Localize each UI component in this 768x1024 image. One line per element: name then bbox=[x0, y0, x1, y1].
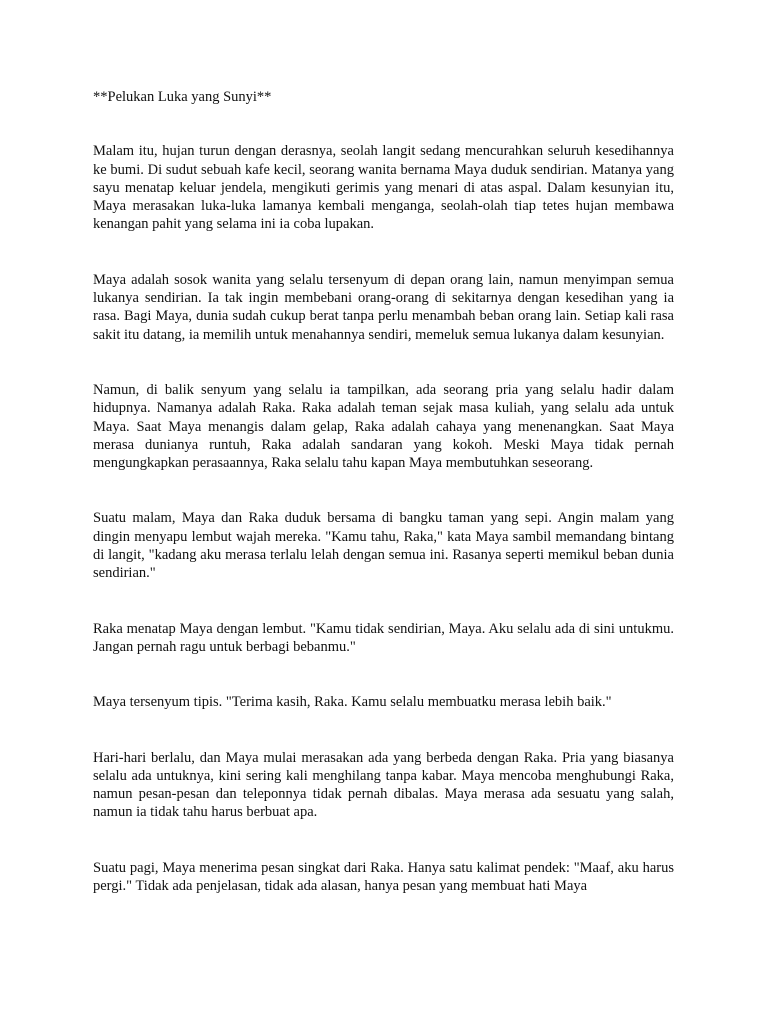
paragraph-7: Hari-hari berlalu, dan Maya mulai merasakan ada yang berbeda dengan Raka. Pria yang biasanya selalu ada untuknya, kini sering kali menghilang tanpa kabar. Maya mencoba menghubungi Raka, namun pesan-pesan dan teleponnya tidak pernah dibalas. Maya merasa ada sesuatu yang salah, namun ia tidak tahu harus berbuat apa. bbox=[93, 749, 674, 821]
paragraph-6: Maya tersenyum tipis. "Terima kasih, Raka. Kamu selalu membuatku merasa lebih baik." bbox=[93, 694, 612, 711]
paragraph-8: Suatu pagi, Maya menerima pesan singkat dari Raka. Hanya satu kalimat pendek: "Maaf, aku harus pergi." Tidak ada penjelasan, tidak ada alasan, hanya pesan yang membuat hati Maya bbox=[93, 859, 674, 895]
document-body bbox=[93, 88, 674, 932]
paragraph-4: Suatu malam, Maya dan Raka duduk bersama di bangku taman yang sepi. Angin malam yang dingin menyapu lembut wajah mereka. "Kamu tahu, Raka," kata Maya sambil memandang bintang di langit, "kadang aku merasa terlalu lelah dengan semua ini. Rasanya seperti memikul beban dunia sendirian." bbox=[93, 510, 674, 582]
paragraph-5: Raka menatap Maya dengan lembut. "Kamu tidak sendirian, Maya. Aku selalu ada di sini untukmu. Jangan pernah ragu untuk berbagi bebanmu." bbox=[93, 620, 674, 655]
document-title: **Pelukan Luka yang Sunyi** bbox=[93, 89, 272, 105]
paragraph-2: Maya adalah sosok wanita yang selalu tersenyum di depan orang lain, namun menyimpan semua lukanya sendirian. Ia tak ingin membebani orang-orang di sekitarnya dengan kesedihan yang ia rasa. Bagi Maya, dunia sudah cukup berat tanpa perlu menambah beban orang lain. Setiap kali rasa sakit itu datang, ia memilih untuk menahannya sendiri, memeluk semua lukanya dalam kesunyian. bbox=[93, 271, 674, 343]
paragraph-3: Namun, di balik senyum yang selalu ia tampilkan, ada seorang pria yang selalu hadir dalam hidupnya. Namanya adalah Raka. Raka adalah teman sejak masa kuliah, yang selalu ada untuk Maya. Saat Maya menangis dalam gelap, Raka adalah cahaya yang menenangkan. Saat Maya merasa dunianya runtuh, Raka adalah sandaran yang kokoh. Meski Maya tidak pernah mengungkapkan perasaannya, Raka selalu tahu kapan Maya membutuhkan seseorang. bbox=[93, 381, 674, 472]
paragraph-1: Malam itu, hujan turun dengan derasnya, seolah langit sedang mencurahkan seluruh kesedihannya ke bumi. Di sudut sebuah kafe kecil, seorang wanita bernama Maya duduk sendirian. Matanya yang sayu menatap keluar jendela, mengikuti gerimis yang menari di atas aspal. Dalam kesunyian itu, Maya merasakan luka-luka lamanya kembali menganga, seolah-olah tiap tetes hujan membawa kenangan pahit yang selama ini ia coba lupakan. bbox=[93, 143, 674, 233]
